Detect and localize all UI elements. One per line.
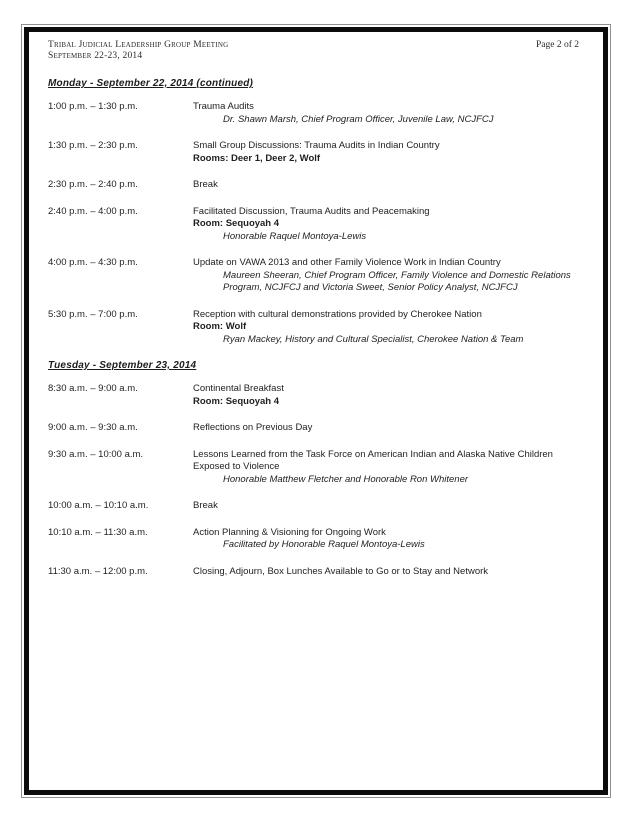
schedule-entry [48,566,579,579]
entry-line-normal: Lessons Learned from the Task Force on American Indian and Alaska Native Children Exposed to Violence [193,448,553,472]
schedule-entry [48,383,579,408]
entry-time: 10:10 a.m. – 11:30 a.m. [48,526,148,538]
entry-line-italic: Maureen Sheeran, Chief Program Officer, Family Violence and Domestic Relations Program, NCJFCJ and Victoria Sweet, Senior Policy Analyst, NCJFCJ [223,269,571,293]
entry-line-bold: Room: Wolf [193,321,247,332]
entry-line-italic: Facilitated by Honorable Raquel Montoya-Lewis [223,539,425,550]
entry-line-normal: Continental Breakfast [193,383,284,394]
schedule-entry [48,140,579,165]
entry-line-normal: Closing, Adjourn, Box Lunches Available to Go or to Stay and Network [193,565,489,577]
schedule-entry [48,101,579,126]
entry-line-italic: Dr. Shawn Marsh, Chief Program Officer, Juvenile Law, NCJFCJ [223,113,494,125]
entry-details [193,527,579,552]
entry-details [193,140,579,165]
entry-line-bold: Room: Sequoyah 4 [193,218,280,229]
entry-line-bold: Rooms: Deer 1, Deer 2, Wolf [193,152,321,164]
entry-line-italic: Honorable Raquel Montoya-Lewis [223,230,367,242]
schedule-sections [48,78,579,578]
schedule-entry [48,422,579,435]
entry-time: 11:30 a.m. – 12:00 p.m. [48,565,148,577]
entry-time: 2:40 p.m. – 4:00 p.m. [48,205,138,217]
entry-details [193,500,579,513]
entry-time: 10:00 a.m. – 10:10 a.m. [48,500,149,511]
entry-line-normal: Small Group Discussions: Trauma Audits in Indian Country [193,140,440,151]
entry-line-normal: Facilitated Discussion, Trauma Audits and Peacemaking [193,205,430,217]
entry-line-normal: Reception with cultural demonstrations provided by Cherokee Nation [193,308,482,320]
page-inner [24,27,608,795]
entry-details [193,309,579,347]
entry-details [193,101,579,126]
entry-line-normal: Update on VAWA 2013 and other Family Violence Work in Indian Country [193,257,501,268]
entry-details [193,383,579,408]
page-number: Page 2 of 2 [535,40,579,50]
entry-time: 5:30 p.m. – 7:00 p.m. [48,308,138,320]
entry-time: 9:30 a.m. – 10:00 a.m. [48,448,144,460]
schedule-entry [48,449,579,487]
entry-line-italic: Ryan Mackey, History and Cultural Specialist, Cherokee Nation & Team [223,333,524,345]
entry-line-normal: Break [193,500,218,511]
entry-time: 9:00 a.m. – 9:30 a.m. [48,422,138,433]
entry-details [193,449,579,487]
entry-line-normal: Trauma Audits [193,101,254,112]
entry-time: 8:30 a.m. – 9:00 a.m. [48,383,138,394]
entry-details [193,566,579,579]
entry-time: 2:30 p.m. – 2:40 p.m. [48,179,138,190]
schedule-entry [48,206,579,244]
entry-line-normal: Reflections on Previous Day [193,422,313,433]
header-meeting-id [48,40,228,62]
meeting-date-range: September 22-23, 2014 [48,51,143,61]
section-heading: Tuesday - September 23, 2014 [48,360,197,371]
entry-details [193,179,579,192]
entry-time: 4:00 p.m. – 4:30 p.m. [48,257,138,268]
entry-line-bold: Room: Sequoyah 4 [193,395,280,407]
section-heading: Monday - September 22, 2014 (continued) [48,78,254,89]
entry-line-italic: Honorable Matthew Fletcher and Honorable Ron Whitener [223,473,469,485]
schedule-entry [48,527,579,552]
page-frame [21,24,611,798]
entry-line-normal: Break [193,179,218,190]
entry-time: 1:00 p.m. – 1:30 p.m. [48,101,138,112]
entry-details [193,422,579,435]
schedule-entry [48,500,579,513]
schedule-entry [48,179,579,192]
document-header [48,40,579,62]
schedule-entry [48,309,579,347]
schedule-entry [48,257,579,295]
entry-time: 1:30 p.m. – 2:30 p.m. [48,140,138,151]
entry-details [193,257,579,295]
entry-line-normal: Action Planning & Visioning for Ongoing Work [193,526,386,538]
meeting-title: Tribal Judicial Leadership Group Meeting [48,40,229,50]
entry-details [193,206,579,244]
